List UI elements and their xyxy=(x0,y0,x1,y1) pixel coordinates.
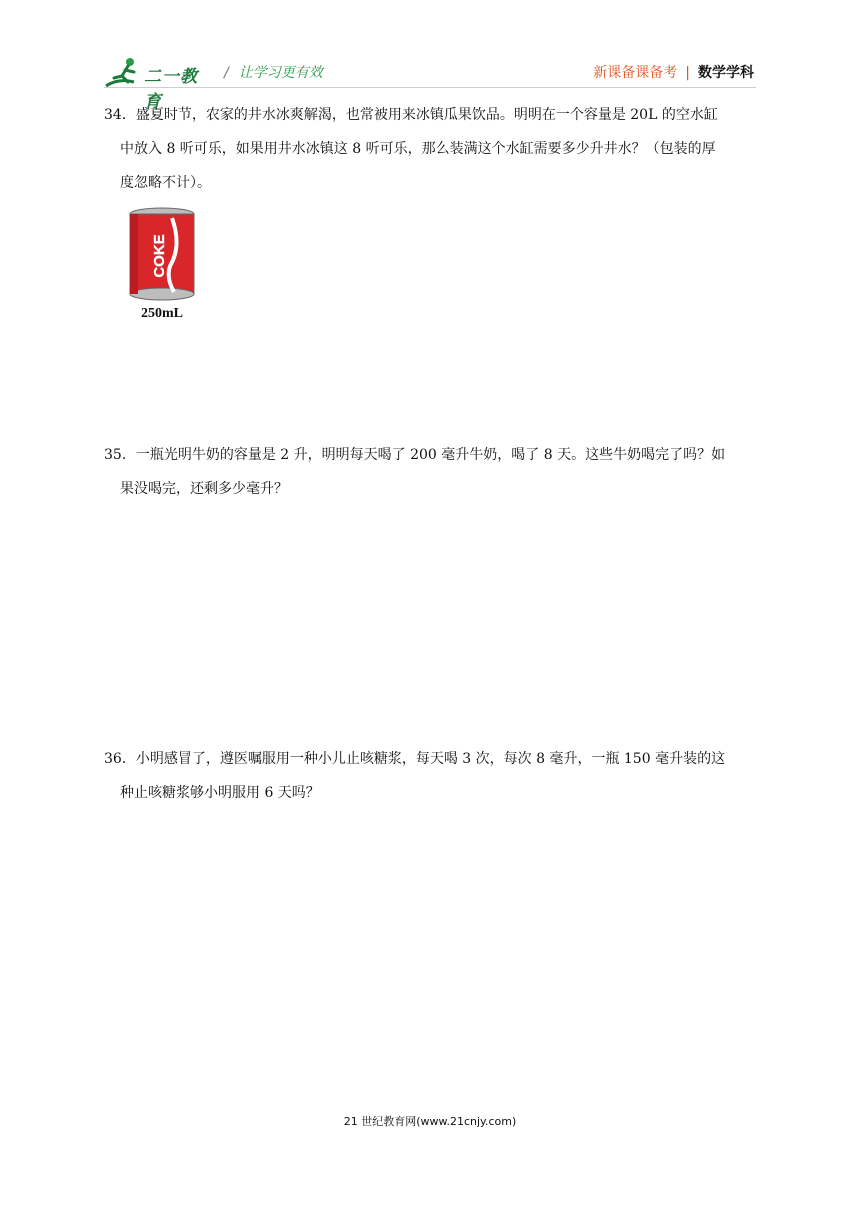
slogan-slash: / xyxy=(224,65,229,81)
question-number: 34． xyxy=(104,107,136,123)
question-line xyxy=(104,98,760,132)
coke-can-image xyxy=(128,206,196,324)
header-separator: | xyxy=(685,65,690,81)
question-text: 盛夏时节，农家的井水冰爽解渴，也常被用来冰镇瓜果饮品。明明在一个容量是 20L 的空水缸 xyxy=(135,107,718,123)
question-line xyxy=(104,742,760,776)
logo xyxy=(104,56,214,112)
logo-text: 二一教育 xyxy=(144,67,198,112)
runner-logo-icon xyxy=(104,56,144,90)
subject-label: 数学学科 xyxy=(698,65,754,81)
question-36 xyxy=(104,742,760,810)
question-text: 小明感冒了，遵医嘱服用一种小儿止咳糖浆，每天喝 3 次，每次 8 毫升，一瓶 150 毫升装的这 xyxy=(135,751,726,767)
question-text: 一瓶光明牛奶的容量是 2 升，明明每天喝了 200 毫升牛奶，喝了 8 天。这些牛奶喝完了吗？如 xyxy=(135,447,726,463)
page-footer: 21 世纪教育网(www.21cnjy.com) xyxy=(343,1115,517,1128)
header-divider xyxy=(104,87,756,88)
can-volume-label: 250mL xyxy=(141,306,183,321)
question-number: 35． xyxy=(104,447,136,463)
can-brand-text: COKE xyxy=(151,234,168,278)
coke-can-icon xyxy=(128,206,196,306)
question-line xyxy=(104,438,760,472)
exam-label: 新课备课备考 xyxy=(593,65,678,81)
question-line: 果没喝完，还剩多少毫升？ xyxy=(120,481,288,497)
question-35 xyxy=(104,438,760,506)
header-subject-info xyxy=(593,62,754,82)
question-line: 中放入 8 听可乐，如果用井水冰镇这 8 听可乐，那么装满这个水缸需要多少升井水？（包装的厚 xyxy=(120,141,716,157)
question-34 xyxy=(104,98,760,200)
question-line: 种止咳糖浆够小明服用 6 天吗？ xyxy=(120,785,320,801)
question-number: 36． xyxy=(104,751,136,767)
slogan-text: 让学习更有效 xyxy=(238,65,323,81)
question-line: 度忽略不计）。 xyxy=(120,175,211,191)
slogan xyxy=(224,62,323,82)
page-header xyxy=(0,0,860,112)
